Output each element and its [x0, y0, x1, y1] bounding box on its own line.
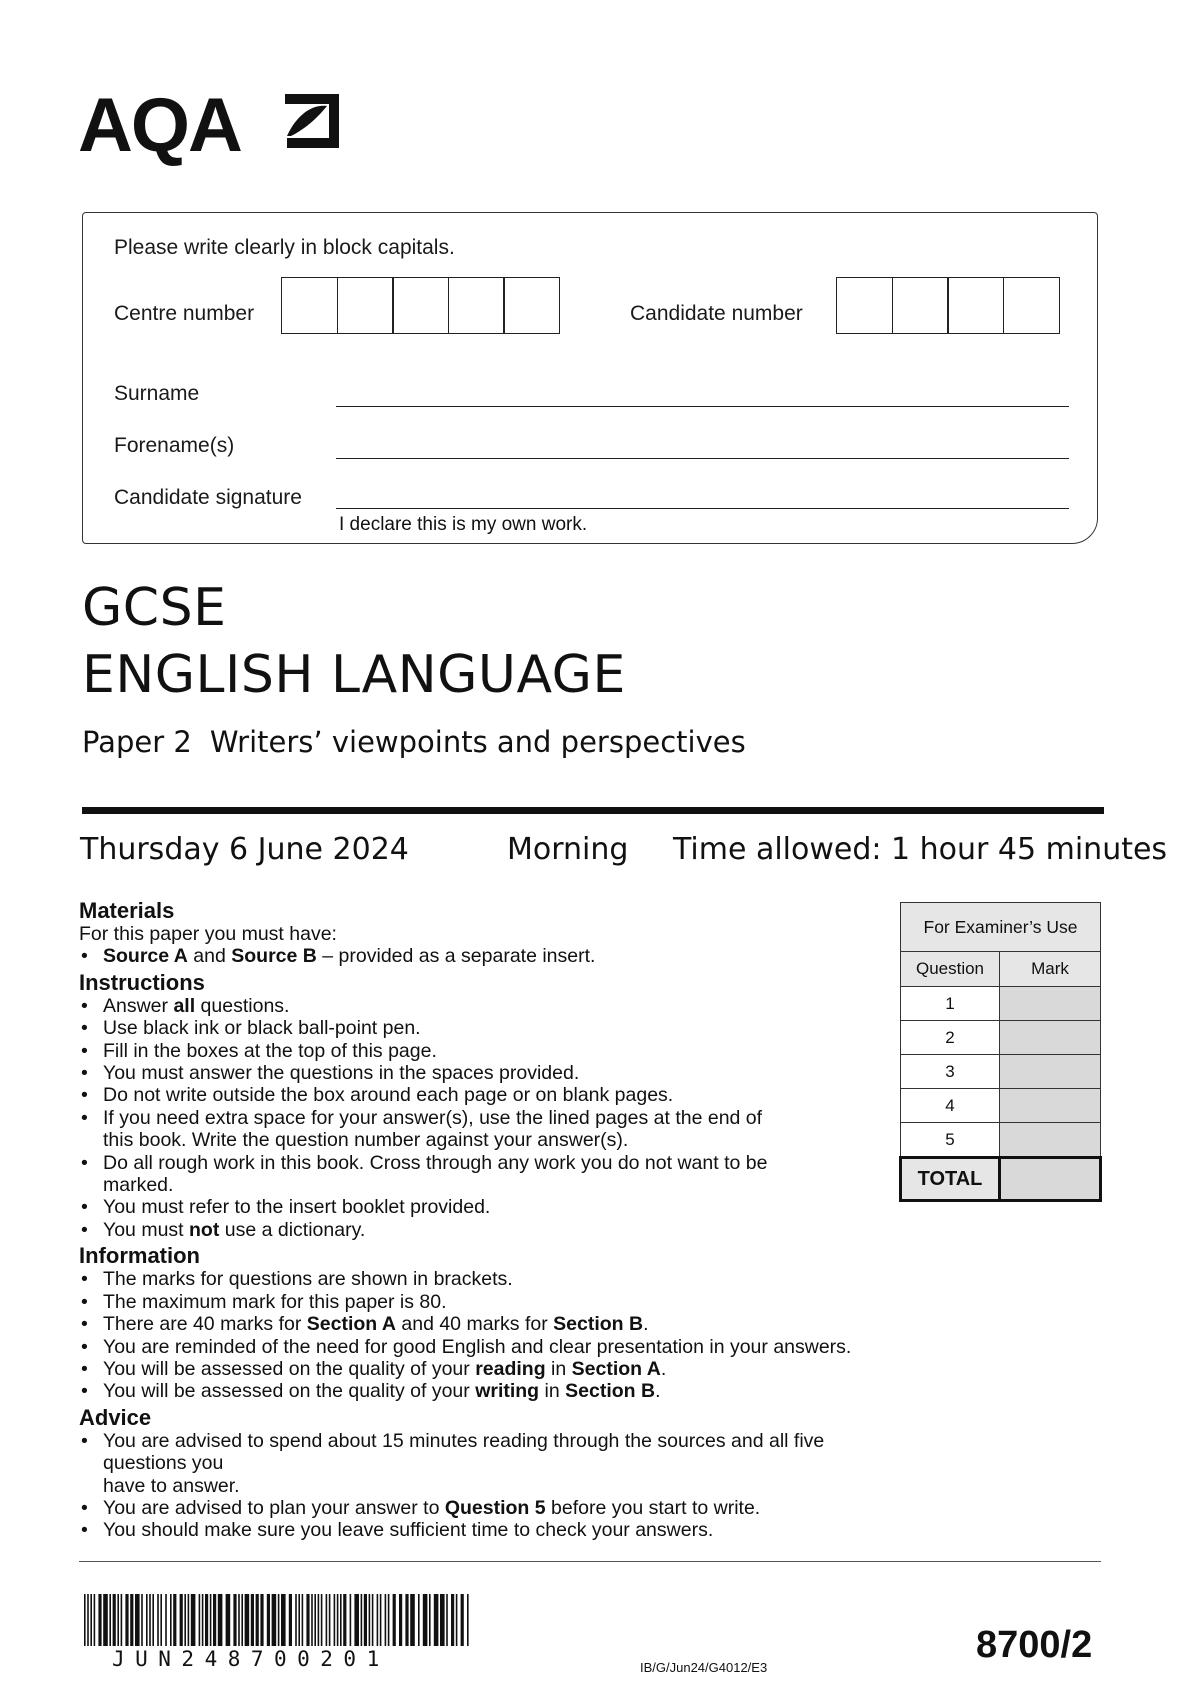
barcode-bar — [113, 1594, 116, 1646]
list-item: • Source A and Source B – provided as a separate insert. — [79, 945, 899, 967]
barcode-bar — [399, 1594, 402, 1646]
barcode-bar — [149, 1594, 151, 1646]
barcode-bar — [272, 1594, 277, 1646]
barcode-bar — [364, 1594, 367, 1646]
instructions-heading: Instructions — [79, 969, 205, 995]
barcode-bar — [146, 1594, 148, 1646]
declaration-text: I declare this is my own work. — [339, 514, 588, 535]
barcode-bar — [251, 1594, 254, 1646]
barcode-bar — [361, 1594, 363, 1646]
barcode-bar — [256, 1594, 259, 1646]
mark-cell[interactable] — [1000, 987, 1101, 1021]
barcode-bar — [267, 1594, 270, 1646]
aqa-logo: AQA — [78, 83, 241, 168]
mark-cell[interactable] — [1000, 1089, 1101, 1123]
barcode-bar — [321, 1594, 323, 1646]
barcode-bar — [423, 1594, 428, 1646]
information-list — [79, 1268, 899, 1402]
barcode-bar — [238, 1594, 240, 1646]
advice-list — [79, 1430, 899, 1542]
table-row — [901, 1089, 1101, 1123]
candidate-digit-box[interactable] — [947, 277, 1004, 334]
barcode-bar — [157, 1594, 159, 1646]
barcode-bar — [84, 1594, 86, 1646]
advice-heading: Advice — [79, 1404, 152, 1430]
barcode-bar — [306, 1594, 309, 1646]
barcode-bar — [278, 1594, 280, 1646]
barcode-bar — [184, 1594, 186, 1646]
barcode-bar — [326, 1594, 328, 1646]
total-mark-cell[interactable] — [1000, 1158, 1101, 1201]
barcode-bar — [199, 1594, 201, 1646]
barcode-bar — [318, 1594, 320, 1646]
barcode-bar — [210, 1594, 212, 1646]
barcode-bar — [354, 1594, 359, 1646]
barcode-bar — [302, 1594, 304, 1646]
table-row — [901, 1055, 1101, 1089]
paper-title — [82, 725, 746, 759]
barcode-bar — [202, 1594, 204, 1646]
total-label: TOTAL — [901, 1158, 1000, 1201]
barcode-bar — [314, 1594, 316, 1646]
barcode-bar — [440, 1594, 445, 1646]
barcode-bar — [188, 1594, 190, 1646]
question-number: 1 — [901, 987, 1000, 1021]
barcode-bar — [340, 1594, 342, 1646]
list-item: • The marks for questions are shown in brackets. — [79, 1268, 899, 1290]
centre-number-boxes — [281, 277, 560, 334]
barcode-bar — [173, 1594, 176, 1646]
question-number: 2 — [901, 1021, 1000, 1055]
instructions-list — [79, 995, 899, 1241]
mark-cell[interactable] — [1000, 1055, 1101, 1089]
barcode-bar — [461, 1594, 464, 1646]
barcode — [84, 1594, 472, 1646]
barcode-bar — [372, 1594, 374, 1646]
barcode-bar — [241, 1594, 243, 1646]
barcode-bar — [90, 1594, 92, 1646]
question-number: 3 — [901, 1055, 1000, 1089]
barcode-bar — [94, 1594, 96, 1646]
title-divider — [82, 807, 1104, 814]
list-item: • Fill in the boxes at the top of this page. — [79, 1040, 899, 1062]
subject-title: ENGLISH LANGUAGE — [82, 645, 626, 705]
examiner-table-heading: For Examiner’s Use — [901, 903, 1101, 952]
paper-code: 8700/2 — [976, 1624, 1093, 1666]
barcode-bar — [135, 1594, 140, 1646]
time-allowed: Time allowed: 1 hour 45 minutes — [673, 832, 1168, 867]
barcode-bar — [298, 1594, 300, 1646]
barcode-bar — [388, 1594, 390, 1646]
barcode-bar — [380, 1594, 382, 1646]
footer-divider — [79, 1561, 1101, 1562]
list-item: • You will be assessed on the quality of your reading in Section A. — [79, 1358, 899, 1380]
qualification-title: GCSE — [82, 578, 227, 638]
question-number: 4 — [901, 1089, 1000, 1123]
forename-field[interactable] — [336, 458, 1069, 459]
list-item: • If you need extra space for your answer(s), use the lined pages at the end of this book. Write the question number against your answer(s). — [79, 1107, 899, 1152]
table-row — [901, 987, 1101, 1021]
barcode-bar — [281, 1594, 286, 1646]
question-number: 5 — [901, 1123, 1000, 1158]
barcode-bar — [213, 1594, 216, 1646]
list-item: • There are 40 marks for Section A and 40 marks for Section B. — [79, 1313, 899, 1335]
barcode-bar — [456, 1594, 458, 1646]
examiner-use-table — [899, 902, 1102, 1202]
barcode-bar — [334, 1594, 336, 1646]
document-reference: IB/G/Jun24/G4012/E3 — [640, 1660, 768, 1675]
barcode-bar — [160, 1594, 162, 1646]
materials-heading: Materials — [79, 898, 175, 923]
barcode-bar — [180, 1594, 183, 1646]
barcode-bar — [218, 1594, 223, 1646]
barcode-bar — [434, 1594, 439, 1646]
forename-label: Forename(s) — [114, 434, 235, 457]
barcode-bar — [130, 1594, 133, 1646]
barcode-bar — [260, 1594, 263, 1646]
barcode-bar — [141, 1594, 143, 1646]
list-item: • You must not use a dictionary. — [79, 1219, 899, 1241]
barcode-bar — [377, 1594, 379, 1646]
barcode-bar — [289, 1594, 292, 1646]
barcode-bar — [109, 1594, 111, 1646]
list-item: • Do not write outside the box around each page or on blank pages. — [79, 1084, 899, 1106]
barcode-bar — [451, 1594, 454, 1646]
barcode-bar — [191, 1594, 196, 1646]
barcode-bar — [385, 1594, 387, 1646]
barcode-bar — [245, 1594, 250, 1646]
candidate-number-boxes — [836, 277, 1060, 334]
materials-intro: For this paper you must have: — [79, 923, 337, 945]
exam-date: Thursday 6 June 2024 — [80, 832, 409, 867]
list-item: • You are advised to spend about 15 minutes reading through the sources and all five questions you have to answer. — [79, 1430, 899, 1497]
list-item: • The maximum mark for this paper is 80. — [79, 1291, 899, 1313]
barcode-bar — [429, 1594, 431, 1646]
centre-digit-box[interactable] — [503, 277, 560, 334]
paper-number: Paper 2 — [82, 725, 192, 759]
paper-name: Writers’ viewpoints and perspectives — [209, 725, 746, 759]
candidate-number-label: Candidate number — [630, 302, 803, 325]
barcode-bar — [405, 1594, 408, 1646]
list-item: • You must refer to the insert booklet provided. — [79, 1196, 899, 1218]
barcode-number: JUN248700201 — [112, 1647, 390, 1671]
centre-number-label: Centre number — [114, 302, 255, 325]
total-row — [901, 1158, 1101, 1201]
barcode-bar — [170, 1594, 172, 1646]
instructions-column — [79, 896, 899, 1542]
list-item: • You must answer the questions in the spaces provided. — [79, 1062, 899, 1084]
barcode-bar — [125, 1594, 128, 1646]
list-item: • Answer all questions. — [79, 995, 899, 1017]
table-row — [901, 1123, 1101, 1158]
centre-digit-box[interactable] — [337, 277, 394, 334]
barcode-bar — [329, 1594, 331, 1646]
candidate-digit-box[interactable] — [1003, 277, 1060, 334]
barcode-bar — [98, 1594, 101, 1646]
barcode-bar — [295, 1594, 297, 1646]
barcode-bar — [165, 1594, 167, 1646]
barcode-bar — [343, 1594, 346, 1646]
candidate-digit-box[interactable] — [892, 277, 949, 334]
barcode-bar — [350, 1594, 352, 1646]
list-item: • Use black ink or black ball-point pen. — [79, 1017, 899, 1039]
barcode-bar — [233, 1594, 236, 1646]
information-heading: Information — [79, 1243, 200, 1269]
centre-digit-box[interactable] — [448, 277, 505, 334]
barcode-bar — [369, 1594, 371, 1646]
candidate-digit-box[interactable] — [836, 277, 893, 334]
barcode-bar — [121, 1594, 123, 1646]
barcode-bar — [467, 1594, 469, 1646]
exam-session: Morning — [507, 832, 629, 867]
surname-field[interactable] — [336, 406, 1069, 407]
mark-cell[interactable] — [1000, 1123, 1101, 1158]
centre-digit-box[interactable] — [392, 277, 449, 334]
aqa-leaf-icon — [283, 92, 341, 150]
barcode-bar — [393, 1594, 396, 1646]
barcode-bar — [311, 1594, 313, 1646]
barcode-bar — [226, 1594, 231, 1646]
list-item: • You should make sure you leave sufficient time to check your answers. — [79, 1519, 899, 1541]
barcode-bar — [87, 1594, 89, 1646]
surname-label: Surname — [114, 382, 200, 405]
materials-list — [79, 945, 899, 967]
barcode-bar — [337, 1594, 339, 1646]
signature-field[interactable] — [336, 508, 1069, 509]
barcode-bar — [205, 1594, 208, 1646]
list-item: • You are reminded of the need for good English and clear presentation in your answers. — [79, 1336, 899, 1358]
question-column-header: Question — [901, 952, 1000, 987]
centre-digit-box[interactable] — [281, 277, 338, 334]
signature-label: Candidate signature — [114, 486, 302, 509]
barcode-bar — [410, 1594, 415, 1646]
barcode-bar — [152, 1594, 154, 1646]
list-item: • You are advised to plan your answer to Question 5 before you start to write. — [79, 1497, 899, 1519]
barcode-bar — [418, 1594, 420, 1646]
barcode-bar — [103, 1594, 108, 1646]
barcode-bar — [117, 1594, 119, 1646]
block-capitals-instruction: Please write clearly in block capitals. — [114, 236, 455, 259]
list-item: • You will be assessed on the quality of your writing in Section B. — [79, 1380, 899, 1402]
list-item: • Do all rough work in this book. Cross through any work you do not want to be marked. — [79, 1152, 899, 1197]
barcode-bar — [446, 1594, 448, 1646]
mark-column-header: Mark — [1000, 952, 1101, 987]
table-row — [901, 1021, 1101, 1055]
mark-cell[interactable] — [1000, 1021, 1101, 1055]
